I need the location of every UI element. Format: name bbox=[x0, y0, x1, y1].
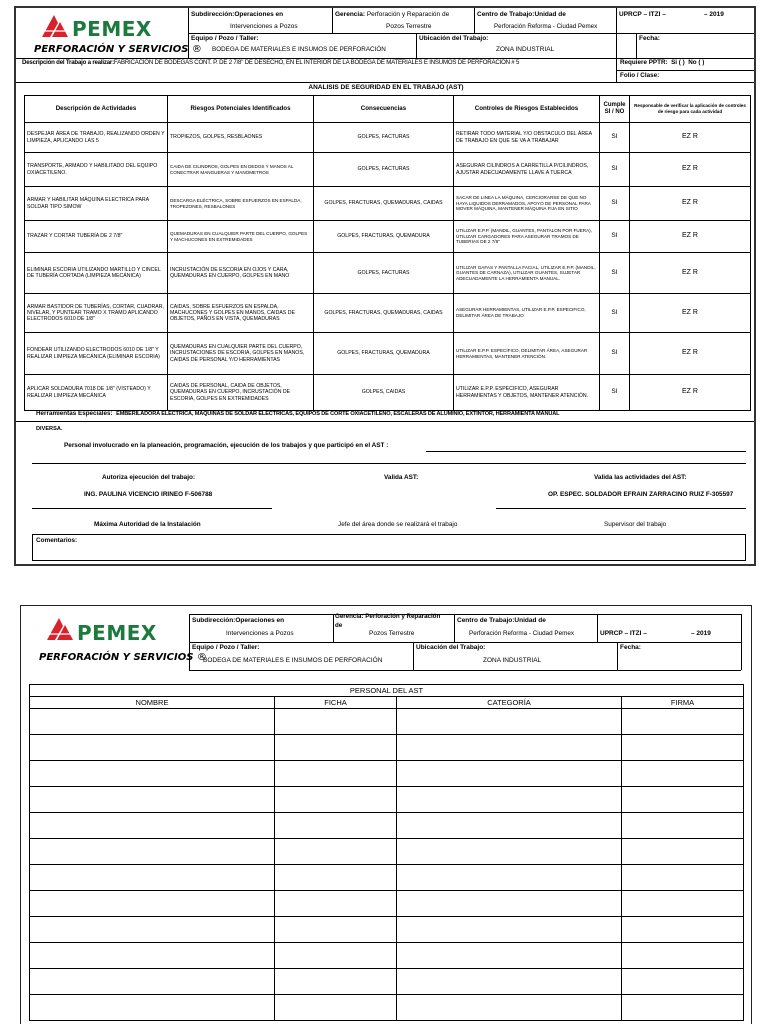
ficha-input[interactable] bbox=[275, 865, 397, 891]
valida-actividades-label: Valida las actividades del AST: bbox=[594, 474, 687, 481]
responsable-cell: EZ R bbox=[630, 123, 751, 153]
firma-input[interactable] bbox=[622, 709, 744, 735]
controles-cell: UTILIZAR E.P.P. ESPECIFICO, DELIMITAR ÁREA, ASEGURAR HERRAMIENTAS, MANTENER ATENCIÓN. bbox=[454, 333, 600, 375]
controles-cell: UTILIZAR E.P.P. (MANDIL, GUANTES, PANTALON POR FUERA), UTILIZAR CARGADORES PARA ASEGURAR TRAMOS DE TUBERIAS DE 2 7/8" bbox=[454, 221, 600, 253]
col-actividades: Descripción de Actividades bbox=[25, 96, 168, 123]
consecuencias-cell: GOLPES, FRACTURAS, QUEMADURAS, CAIDAS bbox=[314, 187, 454, 221]
actividad-cell: ELIMINAR ESCORIA UTILIZANDO MARTILLO Y CINCEL DE TUBERÍA CORTADA (LIMPIEZA MECÁNICA) bbox=[25, 253, 168, 294]
ubicacion-label: Ubicación del Trabajo: bbox=[416, 644, 486, 651]
consecuencias-cell: GOLPES, FRACTURAS, QUEMADURA bbox=[314, 333, 454, 375]
consecuencias-cell: GOLPES, FRACTURAS, QUEMADURA bbox=[314, 221, 454, 253]
firma-input[interactable] bbox=[622, 995, 744, 1021]
table-row bbox=[25, 333, 751, 375]
table-row bbox=[25, 153, 751, 187]
equipo-label: Equipo / Pozo / Taller: bbox=[192, 644, 260, 651]
table-row bbox=[30, 969, 744, 995]
categoria-input[interactable] bbox=[397, 787, 622, 813]
centro-trabajo-value: Perforación Reforma - Ciudad Pemex bbox=[469, 630, 574, 637]
subdireccion-label: Subdirección:Operaciones en bbox=[192, 617, 285, 624]
personal-ast-table bbox=[29, 684, 744, 1021]
categoria-input[interactable] bbox=[397, 865, 622, 891]
ficha-input[interactable] bbox=[275, 995, 397, 1021]
comentarios-box[interactable] bbox=[32, 534, 746, 561]
fecha-label: Fecha: bbox=[620, 644, 641, 651]
descripcion-trabajo: Descripción del Trabajo a realizar:FABRICACIÓN DE BODEGAS CONT. P. DE 2 7/8" DE DESECHO, EN EL INTERIOR DE LA BODEGA DE MATERIALES E INSUMOS DE PERFORACIÓN # 5 bbox=[22, 59, 520, 66]
categoria-input[interactable] bbox=[397, 709, 622, 735]
table-row bbox=[30, 735, 744, 761]
nombre-input[interactable] bbox=[30, 709, 275, 735]
cumple-cell: SI bbox=[600, 187, 630, 221]
col-firma: FIRMA bbox=[622, 697, 744, 709]
ficha-input[interactable] bbox=[275, 943, 397, 969]
pemex-wordmark: PEMEX bbox=[77, 621, 157, 645]
requiere-pptr: Requiere PPTR: Si ( ) No ( ) bbox=[620, 59, 705, 66]
firma-input[interactable] bbox=[622, 761, 744, 787]
categoria-input[interactable] bbox=[397, 995, 622, 1021]
table-row bbox=[30, 943, 744, 969]
cumple-cell: SI bbox=[600, 123, 630, 153]
table-row bbox=[30, 865, 744, 891]
riesgos-cell: QUEMADURAS EN CUALQUIER PARTE DEL CUERPO, INCRUSTACIONES DE ESCORIA, GOLPES EN MANOS, CAIDAS DE PERSONAL Y/O HERRAMIENTAS bbox=[168, 333, 314, 375]
firma-input[interactable] bbox=[622, 787, 744, 813]
subdireccion-label: Subdirección:Operaciones en bbox=[191, 11, 284, 18]
ast-table bbox=[24, 95, 751, 411]
table-row bbox=[25, 375, 751, 411]
actividad-cell: FONDEAR UTILIZANDO ELECTRODOS 6010 DE 1/8" Y REALIZAR LIMPIEZA MECÁNICA (ELIMINAR ESCORIA) bbox=[25, 333, 168, 375]
cumple-cell: SI bbox=[600, 253, 630, 294]
nombre-input[interactable] bbox=[30, 865, 275, 891]
ficha-input[interactable] bbox=[275, 709, 397, 735]
col-cumple: Cumple SI / NO bbox=[600, 96, 630, 123]
autoriza-label: Autoriza ejecución del trabajo: bbox=[102, 474, 196, 481]
personal-ast-title: PERSONAL DEL AST bbox=[30, 685, 744, 697]
doc-year: – 2019 bbox=[691, 630, 711, 637]
cumple-cell: SI bbox=[600, 294, 630, 333]
consecuencias-cell: GOLPES, FACTURAS bbox=[314, 123, 454, 153]
pemex-logo bbox=[28, 11, 202, 61]
pemex-wordmark: PEMEX bbox=[72, 17, 152, 41]
maxima-autoridad-label: Máxima Autoridad de la Instalación bbox=[94, 521, 201, 528]
ubicacion-value: ZONA INDUSTRIAL bbox=[483, 657, 542, 664]
categoria-input[interactable] bbox=[397, 813, 622, 839]
firma-input[interactable] bbox=[622, 735, 744, 761]
controles-cell: UTILIZAR E.P.P. ESPECIFICO, ASEGURAR HERRAMIENTAS Y OBJETOS, MANTENER ATENCIÓN. bbox=[454, 375, 600, 411]
valida-actividades-name: OP. ESPEC. SOLDADOR EFRAIN ZARRACINO RUIZ F-305597 bbox=[548, 491, 734, 498]
consecuencias-cell: GOLPES, FRACTURAS, QUEMADURAS, CAIDAS bbox=[314, 294, 454, 333]
categoria-input[interactable] bbox=[397, 735, 622, 761]
consecuencias-cell: GOLPES, FACTURAS bbox=[314, 253, 454, 294]
firma-input[interactable] bbox=[622, 969, 744, 995]
ficha-input[interactable] bbox=[275, 761, 397, 787]
ficha-input[interactable] bbox=[275, 917, 397, 943]
valida-ast-label: Valida AST: bbox=[384, 474, 419, 481]
gerencia-value: Pozos Terrestre bbox=[369, 630, 415, 637]
nombre-input[interactable] bbox=[30, 787, 275, 813]
riesgos-cell: CAIDA DE CILINDROS, GOLPES EN DEDOS Y MANOS AL CONECTRAR MANGUERAS Y MANOMETROS bbox=[168, 153, 314, 187]
responsable-cell: EZ R bbox=[630, 294, 751, 333]
table-row bbox=[25, 253, 751, 294]
cumple-cell: SI bbox=[600, 221, 630, 253]
centro-trabajo-label: Centro de Trabajo:Unidad de bbox=[457, 617, 546, 624]
table-row bbox=[30, 995, 744, 1021]
cumple-cell: SI bbox=[600, 333, 630, 375]
actividad-cell: ARMAR BASTIDOR DE TUBERÍAS, CORTAR, CUADRAR, NIVELAR, Y PUNTEAR TRAMO X TRAMO APLICANDO ELECTRODOS 6010 DE 1/8" bbox=[25, 294, 168, 333]
col-responsable: Responsable de verificar la aplicación de controles de riesgo para cada actividad bbox=[630, 96, 751, 123]
pptr-no-checkbox[interactable]: ( ) bbox=[698, 59, 705, 66]
gerencia-value: Pozos Terrestre bbox=[386, 23, 432, 30]
ast-form-page-2 bbox=[20, 605, 752, 1024]
controles-cell: ASEGURAR CILINDROS A CARRETILLA P/CILINDROS, AJUSTAR ADECUADAMENTE LLAVE A TUERCA bbox=[454, 153, 600, 187]
nombre-input[interactable] bbox=[30, 813, 275, 839]
doc-year: – 2019 bbox=[704, 11, 724, 18]
equipo-value: BODEGA DE MATERIALES E INSUMOS DE PERFORACIÓN bbox=[212, 46, 386, 53]
equipo-value: BODEGA DE MATERIALES E INSUMOS DE PERFORACIÓN bbox=[203, 657, 383, 664]
pemex-eagle-icon bbox=[40, 13, 70, 39]
cumple-cell: SI bbox=[600, 153, 630, 187]
pemex-eagle-icon bbox=[45, 616, 75, 642]
categoria-input[interactable] bbox=[397, 917, 622, 943]
table-row bbox=[25, 187, 751, 221]
col-riesgos: Riesgos Potenciales Identificados bbox=[168, 96, 314, 123]
ficha-input[interactable] bbox=[275, 813, 397, 839]
responsable-cell: EZ R bbox=[630, 333, 751, 375]
responsable-cell: EZ R bbox=[630, 375, 751, 411]
centro-trabajo-value: Perforación Reforma - Ciudad Pemex bbox=[494, 23, 598, 30]
nombre-input[interactable] bbox=[30, 969, 275, 995]
actividad-cell: TRANSPORTE, ARMADO Y HABILITADO DEL EQUIPO OXIACETILENO. bbox=[25, 153, 168, 187]
riesgos-cell: CAIDAS DE PERSONAL, CAIDA DE OBJETOS, QUEMADURAS EN CUERPO, INCRUSTACIÓN DE ESCORIA, GOLPES EN EXTREMIDADES bbox=[168, 375, 314, 411]
nombre-input[interactable] bbox=[30, 891, 275, 917]
firma-input[interactable] bbox=[622, 891, 744, 917]
nombre-input[interactable] bbox=[30, 995, 275, 1021]
firma-input[interactable] bbox=[622, 865, 744, 891]
nombre-input[interactable] bbox=[30, 761, 275, 787]
table-row bbox=[30, 917, 744, 943]
col-controles: Controles de Riesgos Establecidos bbox=[454, 96, 600, 123]
subdireccion-value: Intervenciones a Pozos bbox=[230, 23, 298, 30]
col-nombre: NOMBRE bbox=[30, 697, 275, 709]
actividad-cell: APLICAR SOLDADURA 7018 DE 1/8" (VISTEADO) Y REALIZAR LIMPIEZA MECÁNICA bbox=[25, 375, 168, 411]
table-row bbox=[30, 709, 744, 735]
personal-involucrado-label: Personal involucrado en la planeación, programación, ejecución de los trabajos y que participó en el AST : bbox=[64, 442, 389, 449]
herramientas-especiales: Herramientas Especiales: EMBERILADORA ELECTRICA, MAQUINAS DE SOLDAR ELECTRICAS, EQUIPOS DE CORTE OXIACETILENO, ESCALERAS DE ALUMINIO, EXTINTOR, HERRAMIENTA MANUAL bbox=[36, 410, 560, 417]
responsable-cell: EZ R bbox=[630, 253, 751, 294]
categoria-input[interactable] bbox=[397, 839, 622, 865]
ast-header-row bbox=[25, 96, 751, 123]
nombre-input[interactable] bbox=[30, 839, 275, 865]
col-categoria: CATEGORÍA bbox=[397, 697, 622, 709]
responsable-cell: EZ R bbox=[630, 187, 751, 221]
controles-cell: UTILIZAR GAFAS Y PANTALLA FACIAL, UTILIZAR E.P.P. (MANDIL, GUANTES DE CARNAZA), UTILIZAR GUANTES, SUJETAR ADECUADAMENTE LA HERRAMIENTA MANUAL. bbox=[454, 253, 600, 294]
firma-input[interactable] bbox=[622, 839, 744, 865]
consecuencias-cell: GOLPES, CAIDAS bbox=[314, 375, 454, 411]
table-row bbox=[30, 761, 744, 787]
supervisor-label: Supervisor del trabajo bbox=[604, 521, 667, 528]
table-row bbox=[30, 787, 744, 813]
nombre-input[interactable] bbox=[30, 917, 275, 943]
firma-input[interactable] bbox=[622, 943, 744, 969]
consecuencias-cell: GOLPES, FACTURAS bbox=[314, 153, 454, 187]
ficha-input[interactable] bbox=[275, 891, 397, 917]
gerencia-de: de bbox=[335, 622, 343, 629]
cumple-cell: SI bbox=[600, 375, 630, 411]
equipo-label: Equipo / Pozo / Taller: bbox=[191, 35, 259, 42]
riesgos-cell: DESCARGA ELÉCTRICA, SOBRE ESFUERZOS EN ESPALDA, TROPEZONES, RESBALONES bbox=[168, 187, 314, 221]
responsable-cell: EZ R bbox=[630, 153, 751, 187]
ubicacion-value: ZONA INDUSTRIAL bbox=[496, 46, 555, 53]
doc-code: UPRCP – ITZI – bbox=[600, 630, 647, 637]
actividad-cell: TRAZAR Y CORTAR TUBERÍA DE 2 7/8" bbox=[25, 221, 168, 253]
table-row bbox=[30, 813, 744, 839]
firma-input[interactable] bbox=[622, 917, 744, 943]
actividad-cell: ARMAR Y HABILITAR MÁQUINA ELECTRICA PARA SOLDAR TIPO SIMOW bbox=[25, 187, 168, 221]
pemex-logo bbox=[35, 612, 207, 668]
categoria-input[interactable] bbox=[397, 761, 622, 787]
nombre-input[interactable] bbox=[30, 943, 275, 969]
controles-cell: ASEGURAR HERRAMIENTAS, UTILIZAR E.P.P. ESPECIFICO, DELIMITAR ÁREA DE TRABAJO bbox=[454, 294, 600, 333]
perforacion-servicios-text: PERFORACIÓN Y SERVICIOS ® bbox=[34, 44, 202, 55]
col-ficha: FICHA bbox=[275, 697, 397, 709]
pptr-si-checkbox[interactable]: ( ) bbox=[678, 59, 685, 66]
riesgos-cell: CAIDAS, SOBRE ESFUERZOS EN ESPALDA, MACHUCONES Y GOLPES EN MANOS, CAIDAS DE OBJETOS, PAÑOS EN VISTA, QUEMADURAS bbox=[168, 294, 314, 333]
folio-clase-label: Folio / Clase: bbox=[620, 72, 660, 79]
categoria-input[interactable] bbox=[397, 943, 622, 969]
riesgos-cell: TROPIEZOS, GOLPES, RESBLAONES bbox=[168, 123, 314, 153]
riesgos-cell: QUEMADURAS EN CUALQUIER PARTE DEL CUERPO, GOLPES Y MACHUCONES EN EXTREMIDADES bbox=[168, 221, 314, 253]
fecha-label: Fecha: bbox=[639, 35, 660, 42]
perforacion-servicios-text: PERFORACIÓN Y SERVICIOS ® bbox=[39, 652, 207, 663]
herramientas-cont: DIVERSA. bbox=[36, 426, 63, 432]
actividad-cell: DESPEJAR ÁREA DE TRABAJO, REALIZANDO ORDEN Y LIMPIEZA, APLICANDO LAS 5 bbox=[25, 123, 168, 153]
categoria-input[interactable] bbox=[397, 891, 622, 917]
doc-code: UPRCP – ITZI – bbox=[619, 11, 666, 18]
centro-trabajo-label: Centro de Trabajo:Unidad de bbox=[477, 11, 566, 18]
ficha-input[interactable] bbox=[275, 735, 397, 761]
gerencia-label: Gerencia: Perforación y Reparación de bbox=[335, 11, 450, 18]
comentarios-label: Comentarios: bbox=[36, 537, 78, 544]
ficha-input[interactable] bbox=[275, 787, 397, 813]
table-row bbox=[25, 221, 751, 253]
ast-form-page-1 bbox=[14, 6, 756, 566]
firma-input[interactable] bbox=[622, 813, 744, 839]
responsable-cell: EZ R bbox=[630, 221, 751, 253]
subdireccion-value: Intervenciones a Pozos bbox=[226, 630, 294, 637]
ubicacion-label: Ubicación del Trabajo: bbox=[419, 35, 489, 42]
table-row bbox=[25, 294, 751, 333]
ast-title: ANALISIS DE SEGURIDAD EN EL TRABAJO (AST) bbox=[308, 84, 464, 91]
controles-cell: RETIRAR TODO MATERIAL Y/O OBSTACULO DEL ÁREA DE TRABAJO EN QUE SE VA A TRABAJAR bbox=[454, 123, 600, 153]
ficha-input[interactable] bbox=[275, 969, 397, 995]
ficha-input[interactable] bbox=[275, 839, 397, 865]
gerencia-label: Gerencia: Perforación y Reparación bbox=[335, 613, 441, 620]
riesgos-cell: INCRUSTACIÓN DE ESCORIA EN OJOS Y CARA, QUEMADURAS EN CUERPO, GOLPES EN MANO bbox=[168, 253, 314, 294]
jefe-area-label: Jefe del área donde se realizará el trabajo bbox=[338, 521, 458, 528]
table-row bbox=[30, 891, 744, 917]
table-row bbox=[30, 839, 744, 865]
nombre-input[interactable] bbox=[30, 735, 275, 761]
col-consecuencias: Consecuencias bbox=[314, 96, 454, 123]
table-row bbox=[25, 123, 751, 153]
autoriza-name: ING. PAULINA VICENCIO IRINEO F-506788 bbox=[84, 491, 213, 498]
categoria-input[interactable] bbox=[397, 969, 622, 995]
personal-header-row bbox=[30, 697, 744, 709]
controles-cell: SACAR DE LINEA LA MÁQUINA, CERCIORARSE DE QUE NO HAYA LIQUIDOS DERRAMADOS, APOYO DE PERSONAL PARA MOVER MÁQUINA, MANTENER MÁQUINA FIJA EN SITIO bbox=[454, 187, 600, 221]
